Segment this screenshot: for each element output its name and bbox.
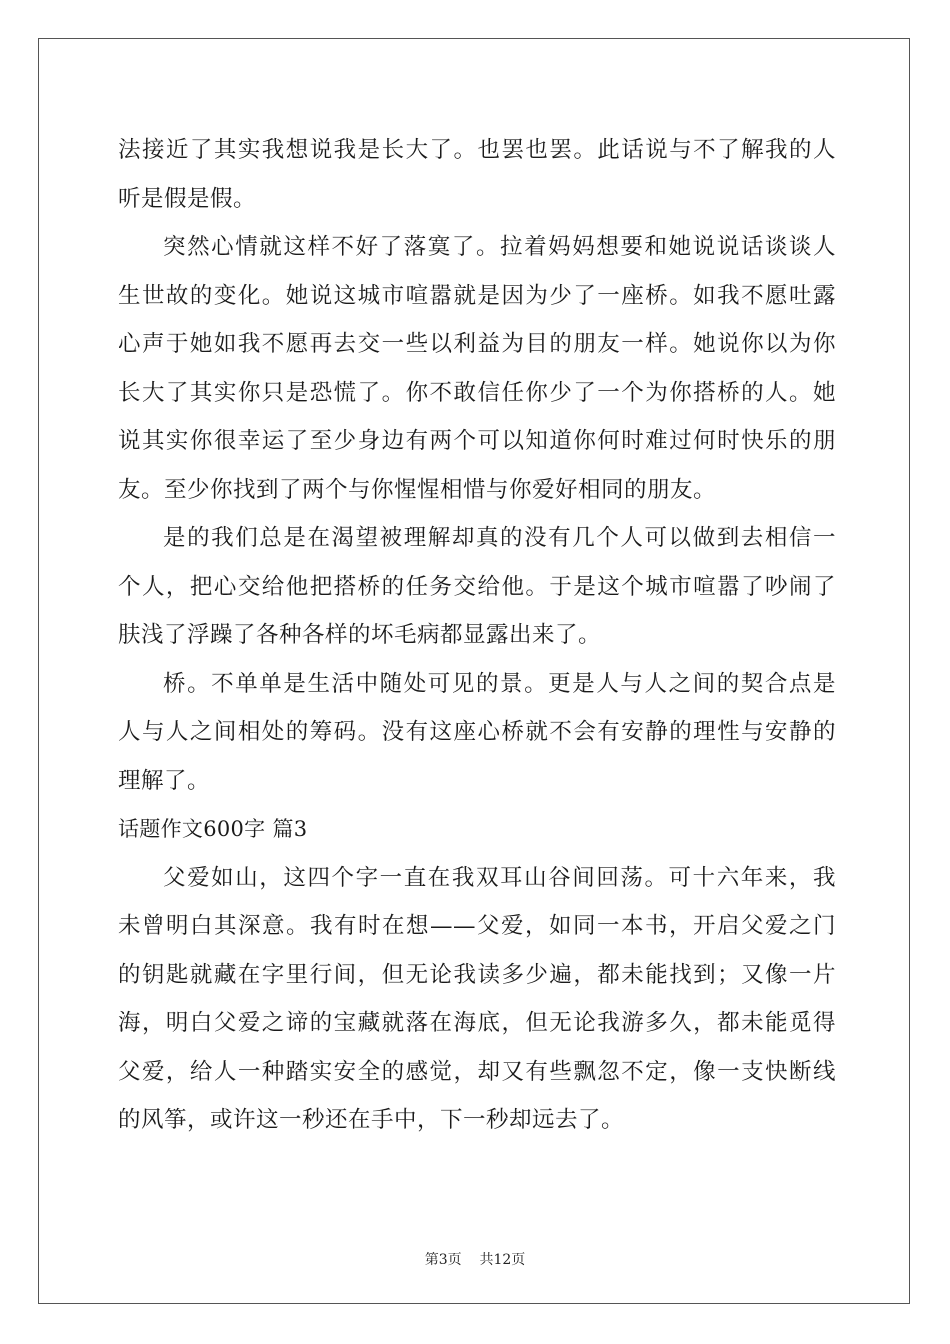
text-line: 听是假是假。	[118, 185, 257, 212]
text-line: 法接近了其实我想说我是长大了。也罢也罢。此话说与不了解我的人	[118, 137, 836, 163]
paragraph	[118, 854, 836, 1145]
text-line: 肤浅了浮躁了各种各样的坏毛病都显露出来了。	[118, 622, 602, 648]
text-line: 生世故的变化。她说这城市喧嚣就是因为少了一座桥。如我不愿吐露	[118, 282, 836, 309]
text-line: 长大了其实你只是恐慌了。你不敢信任你少了一个为你搭桥的人。她	[118, 379, 836, 406]
paragraph	[118, 660, 836, 806]
paragraph	[118, 126, 836, 223]
page-footer: 第3页 共12页	[424, 1252, 526, 1268]
document-body	[118, 126, 836, 1145]
text-line: 说其实你很幸运了至少身边有两个可以知道你何时难过何时快乐的朋	[118, 428, 836, 454]
paragraph	[118, 223, 836, 514]
text-line: 的风筝，或许这一秒还在手中，下一秒却远去了。	[118, 1107, 625, 1133]
text-line: 突然心情就这样不好了落寞了。拉着妈妈想要和她说说话谈谈人	[163, 234, 836, 260]
text-line: 海，明白父爱之谛的宝藏就落在海底，但无论我游多久，都未能觅得	[118, 1010, 836, 1036]
text-line: 心声于她如我不愿再去交一些以利益为目的朋友一样。她说你以为你	[118, 331, 836, 357]
heading-text: 话题作文600字 篇3	[118, 817, 308, 841]
text-line: 桥。不单单是生活中随处可见的景。更是人与人之间的契合点是	[163, 670, 836, 697]
text-line: 理解了。	[118, 767, 211, 794]
text-line: 父爱如山，这四个字一直在我双耳山谷间回荡。可十六年来，我	[163, 864, 836, 891]
text-line: 人与人之间相处的筹码。没有这座心桥就不会有安静的理性与安静的	[118, 719, 836, 745]
text-line: 未曾明白其深意。我有时在想——父爱，如同一本书，开启父爱之门	[118, 913, 836, 939]
section-heading	[118, 805, 836, 854]
text-line: 父爱，给人一种踏实安全的感觉，却又有些飘忽不定，像一支快断线	[118, 1058, 836, 1085]
paragraph	[118, 514, 836, 660]
text-line: 友。至少你找到了两个与你惺惺相惜与你爱好相同的朋友。	[118, 476, 717, 503]
text-line: 个人，把心交给他把搭桥的任务交给他。于是这个城市喧嚣了吵闹了	[118, 573, 836, 600]
text-line: 的钥匙就藏在字里行间，但无论我读多少遍，都未能找到；又像一片	[118, 961, 836, 988]
text-line: 是的我们总是在渴望被理解却真的没有几个人可以做到去相信一	[163, 525, 836, 551]
